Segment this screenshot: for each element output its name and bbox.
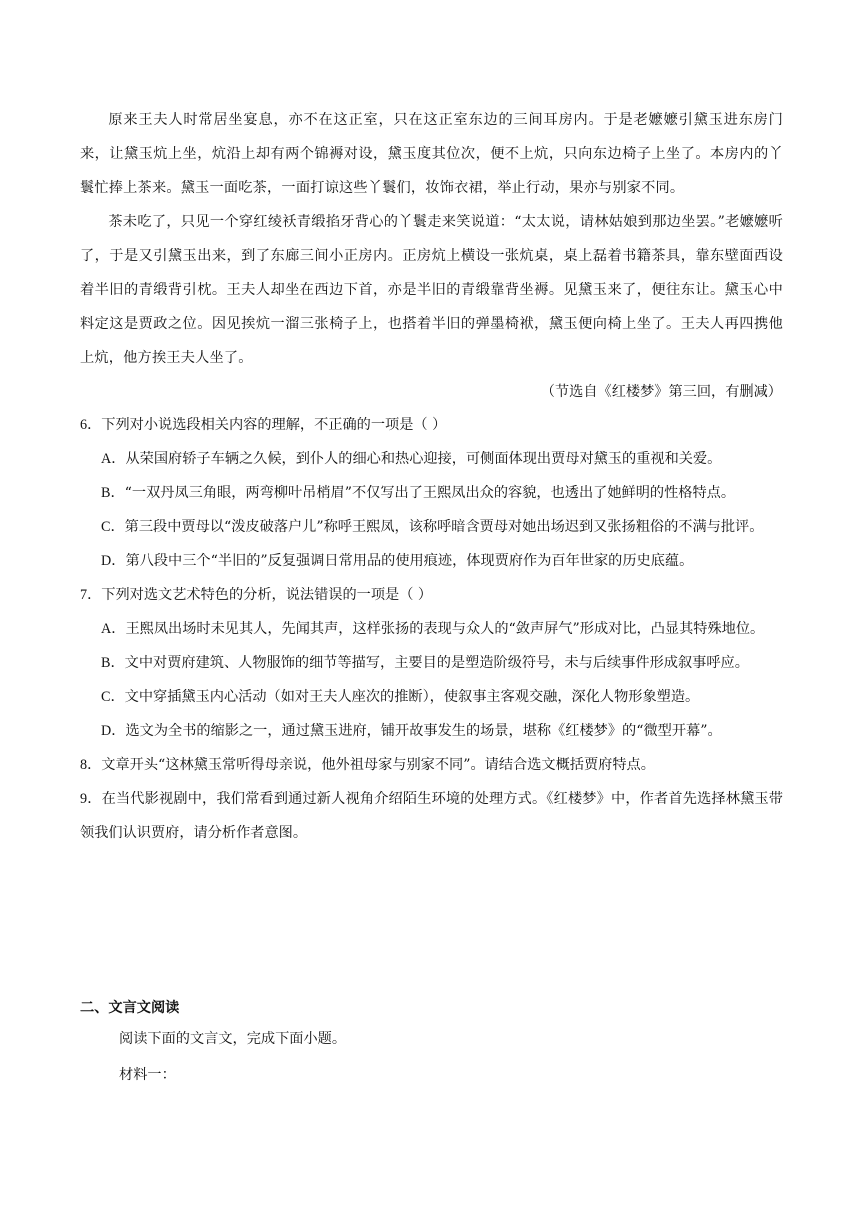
question-6-option-d bbox=[80, 544, 783, 578]
question-6 bbox=[80, 408, 783, 442]
option-text: 文中对贾府建筑、人物服饰的细节等描写，主要目的是塑造阶级符号，未与后续事件形成叙事呼应。 bbox=[124, 655, 749, 671]
option-letter: A． bbox=[101, 451, 126, 467]
option-letter: C． bbox=[101, 689, 125, 705]
question-number: 7． bbox=[80, 587, 102, 603]
question-number: 6． bbox=[80, 417, 102, 433]
question-text: 下列对选文艺术特色的分析，说法错误的一项是（ ） bbox=[101, 587, 433, 603]
question-number: 8． bbox=[80, 757, 102, 773]
option-text: 第八段中三个“半旧的”反复强调日常用品的使用痕迹，体现贾府作为百年世家的历史底蕴。 bbox=[125, 553, 694, 569]
question-7-option-a bbox=[80, 612, 783, 646]
question-7-option-b bbox=[80, 646, 783, 680]
option-text: 王熙凤出场时未见其人，先闻其声，这样张扬的表现与众人的“敛声屏气”形成对比，凸显其特殊地位。 bbox=[125, 621, 765, 637]
option-text: 文中穿插黛玉内心活动（如对王夫人座次的推断），使叙事主客观交融，深化人物形象塑造。 bbox=[124, 689, 700, 705]
option-letter: C． bbox=[101, 519, 125, 535]
question-8 bbox=[80, 748, 783, 782]
question-list bbox=[80, 408, 783, 850]
option-letter: A． bbox=[101, 621, 126, 637]
question-7-option-d bbox=[80, 714, 783, 748]
passage-source: （节选自《红楼梦》第三回，有删减） bbox=[540, 384, 782, 400]
question-6-option-b bbox=[80, 476, 783, 510]
option-letter: D． bbox=[101, 723, 126, 739]
question-number: 9． bbox=[80, 791, 102, 807]
question-text: 在当代影视剧中，我们常看到通过新人视角介绍陌生环境的处理方式。《红楼梦》中，作者首先选择林黛玉带领我们认识贾府，请分析作者意图。 bbox=[80, 791, 783, 841]
question-6-option-c bbox=[80, 510, 783, 544]
question-7 bbox=[80, 578, 783, 612]
option-text: 第三段中贾母以“泼皮破落户儿”称呼王熙凤，该称呼暗含贾母对她出场迟到又张扬粗俗的不满与批评。 bbox=[124, 519, 764, 535]
passage-paragraph-1: 原来王夫人时常居坐宴息，亦不在这正室，只在这正室东边的三间耳房内。于是老嬷嬷引黛玉进东房门来，让黛玉炕上坐，炕沿上却有两个锦褥对设，黛玉度其位次，便不上炕，只向东边椅子上坐了。本房内的丫鬟忙捧上茶来。黛玉一面吃茶，一面打谅这些丫鬟们，妆饰衣裙，举止行动，果亦与别家不同。 bbox=[80, 112, 783, 196]
option-text: “一双丹凤三角眼，两弯柳叶吊梢眉”不仅写出了王熙凤出众的容貌，也透出了她鲜明的性格特点。 bbox=[124, 485, 736, 501]
question-text: 文章开头“这林黛玉常听得母亲说，他外祖母家与别家不同”。请结合选文概括贾府特点。 bbox=[101, 757, 655, 773]
section-instruction: 阅读下面的文言文，完成下面小题。 bbox=[119, 1031, 347, 1047]
question-text: 下列对小说选段相关内容的理解，不正确的一项是（ ） bbox=[101, 417, 447, 433]
question-6-option-a bbox=[80, 442, 783, 476]
material-label: 材料一： bbox=[119, 1067, 176, 1083]
option-letter: D． bbox=[101, 553, 126, 569]
passage bbox=[80, 103, 783, 375]
question-9 bbox=[80, 782, 783, 850]
option-text: 选文为全书的缩影之一，通过黛玉进府，铺开故事发生的场景，堪称《红楼梦》的“微型开幕”。 bbox=[125, 723, 722, 739]
option-letter: B． bbox=[101, 655, 125, 671]
section-heading: 二、文言文阅读 bbox=[80, 1000, 180, 1016]
passage-paragraph-2: 茶未吃了，只见一个穿红绫袄青缎掐牙背心的丫鬟走来笑说道：“太太说，请林姑娘到那边坐罢。”老嬷嬷听了，于是又引黛玉出来，到了东廊三间小正房内。正房炕上横设一张炕桌，桌上磊着书籍茶具，靠东壁面西设着半旧的青缎背引枕。王夫人却坐在西边下首，亦是半旧的青缎靠背坐褥。见黛玉来了，便往东让。黛玉心中料定这是贾政之位。因见挨炕一溜三张椅子上，也搭着半旧的弹墨椅袱，黛玉便向椅上坐了。王夫人再四携他上炕，他方挨王夫人坐了。 bbox=[80, 214, 783, 366]
option-text: 从荣国府轿子车辆之久候，到仆人的细心和热心迎接，可侧面体现出贾母对黛玉的重视和关爱。 bbox=[125, 451, 722, 467]
question-7-option-c bbox=[80, 680, 783, 714]
section-body bbox=[119, 1021, 346, 1093]
option-letter: B． bbox=[101, 485, 125, 501]
